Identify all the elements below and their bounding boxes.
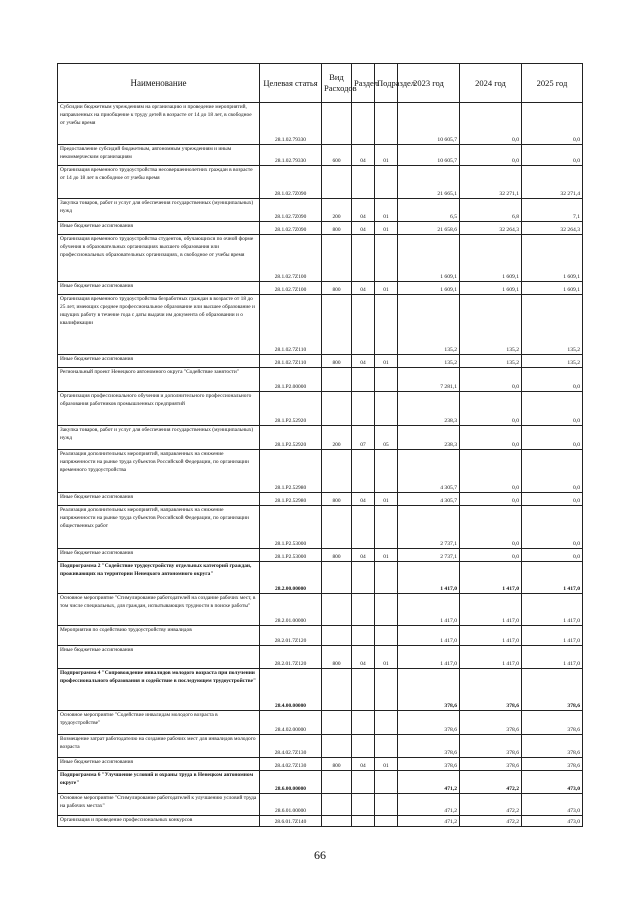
row-subsection xyxy=(375,626,398,646)
row-section xyxy=(352,368,375,392)
row-name: Подпрограмма 4 "Сопровождение инвалидов молодого возраста при получении профессионального образования и содействие в последующем трудоустройстве" xyxy=(58,669,260,711)
row-expense-type xyxy=(322,669,352,711)
row-amount-2024: 0,0 xyxy=(460,103,522,145)
row-amount-2024: 1 417,0 xyxy=(460,594,522,626)
row-amount-2024: 0,0 xyxy=(460,549,522,562)
row-target-article: 28.1.P2.52980 xyxy=(260,493,322,506)
row-name: Иные бюджетные ассигнования xyxy=(58,758,260,771)
row-expense-type: 200 xyxy=(322,426,352,450)
page-number: 66 xyxy=(314,848,326,862)
row-target-article: 28.1.P2.52920 xyxy=(260,426,322,450)
row-name: Возмещение затрат работодателю на создание рабочих мест для инвалидов молодого возраста xyxy=(58,735,260,758)
row-target-article: 28.1.P2.52920 xyxy=(260,392,322,426)
table-row xyxy=(58,626,583,646)
row-amount-2023: 1 609,1 xyxy=(398,282,460,295)
table-row xyxy=(58,222,583,235)
row-subsection xyxy=(375,392,398,426)
row-expense-type xyxy=(322,771,352,794)
row-expense-type xyxy=(322,506,352,549)
table-body xyxy=(58,103,583,827)
row-name: Мероприятия по содействию трудоустройству инвалидов xyxy=(58,626,260,646)
row-subsection xyxy=(375,794,398,816)
table-row xyxy=(58,506,583,549)
column-header-target: Целевая статья xyxy=(260,64,322,103)
row-section xyxy=(352,506,375,549)
row-expense-type xyxy=(322,735,352,758)
table-row xyxy=(58,758,583,771)
row-amount-2024: 378,6 xyxy=(460,758,522,771)
row-subsection xyxy=(375,594,398,626)
row-amount-2023: 1 417,0 xyxy=(398,646,460,669)
row-expense-type xyxy=(322,368,352,392)
row-subsection: 01 xyxy=(375,355,398,368)
row-amount-2023: 6,5 xyxy=(398,199,460,222)
row-expense-type xyxy=(322,626,352,646)
row-amount-2023: 4 305,7 xyxy=(398,493,460,506)
row-subsection: 05 xyxy=(375,426,398,450)
column-header-expense-type: Вид Расходов xyxy=(322,64,352,103)
table-header-row xyxy=(58,64,583,103)
row-amount-2023: 471,2 xyxy=(398,794,460,816)
row-amount-2024: 0,0 xyxy=(460,392,522,426)
row-section xyxy=(352,295,375,355)
row-amount-2024: 32 264,3 xyxy=(460,222,522,235)
table-row xyxy=(58,368,583,392)
row-amount-2025: 378,6 xyxy=(522,669,583,711)
row-expense-type: 800 xyxy=(322,222,352,235)
row-target-article: 28.1.02.7Z090 xyxy=(260,199,322,222)
row-name: Подпрограмма 6 "Улучшение условий и охраны труда в Ненецком автономном округе" xyxy=(58,771,260,794)
row-section xyxy=(352,235,375,282)
row-target-article: 28.1.02.79330 xyxy=(260,145,322,166)
row-amount-2025: 0,0 xyxy=(522,506,583,549)
row-amount-2025: 1 609,1 xyxy=(522,282,583,295)
row-amount-2023: 471,2 xyxy=(398,771,460,794)
row-amount-2025: 0,0 xyxy=(522,145,583,166)
table-row xyxy=(58,794,583,816)
row-section xyxy=(352,392,375,426)
column-header-name: Наименование xyxy=(58,64,260,103)
row-amount-2025: 0,0 xyxy=(522,392,583,426)
row-amount-2025: 135,2 xyxy=(522,355,583,368)
table-row xyxy=(58,562,583,594)
row-name: Организация временного трудоустройства студентов, обучающихся по очной форме обучения в образовательных организациях высшего образования или профессиональных образовательных организациях, в свободное от учебы время xyxy=(58,235,260,282)
row-name: Закупка товаров, работ и услуг для обеспечения государственных (муниципальных) нужд xyxy=(58,426,260,450)
row-section: 04 xyxy=(352,222,375,235)
row-amount-2024: 0,0 xyxy=(460,145,522,166)
row-amount-2023: 7 281,1 xyxy=(398,368,460,392)
row-name: Иные бюджетные ассигнования xyxy=(58,646,260,669)
row-name: Организация и проведение профессиональных конкурсов xyxy=(58,816,260,827)
row-target-article: 28.1.02.7Z110 xyxy=(260,295,322,355)
row-amount-2025: 1 417,0 xyxy=(522,646,583,669)
row-section: 04 xyxy=(352,199,375,222)
row-amount-2024: 1 609,1 xyxy=(460,282,522,295)
row-amount-2024: 472,2 xyxy=(460,771,522,794)
row-name: Субсидии бюджетным учреждениям на организацию и проведение мероприятий, направленных на приобщение к труду детей в возрасте от 14 до 18 лет, в свободное от учебы время xyxy=(58,103,260,145)
row-expense-type xyxy=(322,103,352,145)
row-name: Основное мероприятие "Стимулирование работодателей на создание рабочих мест, в том числе специальных, для граждан, испытывающих трудности в поиске работы" xyxy=(58,594,260,626)
row-amount-2024: 135,2 xyxy=(460,355,522,368)
budget-table xyxy=(57,63,583,827)
table-row xyxy=(58,816,583,827)
row-subsection xyxy=(375,735,398,758)
row-expense-type xyxy=(322,711,352,735)
row-subsection xyxy=(375,450,398,493)
row-subsection: 01 xyxy=(375,758,398,771)
row-section xyxy=(352,626,375,646)
row-expense-type: 200 xyxy=(322,199,352,222)
row-amount-2023: 1 609,1 xyxy=(398,235,460,282)
row-section xyxy=(352,562,375,594)
row-amount-2023: 135,2 xyxy=(398,355,460,368)
row-amount-2024: 0,0 xyxy=(460,493,522,506)
row-subsection xyxy=(375,295,398,355)
row-name: Закупка товаров, работ и услуг для обеспечения государственных (муниципальных) нужд xyxy=(58,199,260,222)
row-subsection: 01 xyxy=(375,199,398,222)
table-row xyxy=(58,549,583,562)
row-section: 04 xyxy=(352,145,375,166)
row-amount-2023: 1 417,0 xyxy=(398,626,460,646)
column-header-2024: 2024 год xyxy=(460,64,522,103)
row-amount-2023: 238,3 xyxy=(398,392,460,426)
row-section xyxy=(352,594,375,626)
row-amount-2023: 378,6 xyxy=(398,669,460,711)
row-expense-type xyxy=(322,816,352,827)
row-expense-type: 800 xyxy=(322,549,352,562)
table-row xyxy=(58,145,583,166)
table-row xyxy=(58,771,583,794)
row-name: Реализация дополнительных мероприятий, направленных на снижение напряженности на рынке труда субъектов Российской Федерации, по организации временного трудоустройства xyxy=(58,450,260,493)
row-amount-2025: 135,2 xyxy=(522,295,583,355)
row-section xyxy=(352,711,375,735)
row-amount-2024: 378,6 xyxy=(460,711,522,735)
row-subsection xyxy=(375,771,398,794)
row-subsection xyxy=(375,711,398,735)
row-name: Региональный проект Ненецкого автономного округа "Содействие занятости" xyxy=(58,368,260,392)
row-amount-2025: 473,0 xyxy=(522,794,583,816)
row-section: 04 xyxy=(352,646,375,669)
column-header-2023: 2023 год xyxy=(398,64,460,103)
row-target-article: 28.4.00.00000 xyxy=(260,669,322,711)
row-section xyxy=(352,816,375,827)
row-subsection: 01 xyxy=(375,222,398,235)
row-name: Иные бюджетные ассигнования xyxy=(58,222,260,235)
row-section xyxy=(352,166,375,199)
row-subsection xyxy=(375,506,398,549)
row-target-article: 28.1.02.79330 xyxy=(260,103,322,145)
row-name: Основное мероприятие "Содействие инвалидам молодого возраста в трудоустройстве" xyxy=(58,711,260,735)
row-name: Иные бюджетные ассигнования xyxy=(58,282,260,295)
row-amount-2024: 135,2 xyxy=(460,295,522,355)
row-amount-2025: 0,0 xyxy=(522,450,583,493)
table-row xyxy=(58,594,583,626)
row-name: Иные бюджетные ассигнования xyxy=(58,355,260,368)
row-amount-2023: 135,2 xyxy=(398,295,460,355)
row-amount-2023: 21 665,1 xyxy=(398,166,460,199)
row-subsection: 01 xyxy=(375,646,398,669)
row-target-article: 28.4.02.7Z130 xyxy=(260,758,322,771)
row-amount-2023: 2 737,1 xyxy=(398,506,460,549)
row-name: Организация временного трудоустройства несовершеннолетних граждан в возрасте от 14 до 18 лет в свободное от учебы время xyxy=(58,166,260,199)
table-row xyxy=(58,103,583,145)
table-row xyxy=(58,355,583,368)
row-subsection: 01 xyxy=(375,145,398,166)
row-amount-2025: 378,6 xyxy=(522,711,583,735)
row-subsection xyxy=(375,669,398,711)
row-target-article: 28.1.02.7Z090 xyxy=(260,222,322,235)
row-amount-2025: 1 609,1 xyxy=(522,235,583,282)
row-name: Подпрограмма 2 "Содействие трудоустройству отдельных категорий граждан, проживающих на территории Ненецкого автономного округа" xyxy=(58,562,260,594)
row-name: Иные бюджетные ассигнования xyxy=(58,549,260,562)
row-target-article: 28.1.P2.53000 xyxy=(260,506,322,549)
row-amount-2025: 0,0 xyxy=(522,493,583,506)
row-amount-2025: 473,0 xyxy=(522,816,583,827)
row-subsection xyxy=(375,562,398,594)
table-row xyxy=(58,669,583,711)
row-amount-2023: 1 417,0 xyxy=(398,594,460,626)
row-target-article: 28.4.02.7Z130 xyxy=(260,735,322,758)
row-section: 04 xyxy=(352,493,375,506)
row-expense-type xyxy=(322,450,352,493)
row-amount-2025: 0,0 xyxy=(522,103,583,145)
row-target-article: 28.1.P2.00000 xyxy=(260,368,322,392)
row-section xyxy=(352,735,375,758)
row-section: 04 xyxy=(352,758,375,771)
table-row xyxy=(58,450,583,493)
row-target-article: 28.2.01.00000 xyxy=(260,594,322,626)
row-amount-2025: 1 417,0 xyxy=(522,562,583,594)
row-amount-2025: 0,0 xyxy=(522,368,583,392)
row-subsection xyxy=(375,166,398,199)
row-section xyxy=(352,794,375,816)
row-subsection xyxy=(375,816,398,827)
row-amount-2023: 21 658,6 xyxy=(398,222,460,235)
row-amount-2023: 238,3 xyxy=(398,426,460,450)
row-name: Организация временного трудоустройства безработных граждан в возрасте от 18 до 25 лет, имеющих среднее профессиональное образование или высшее образование и ищущих работу в течение года с даты выдачи им документа об образовании и о квалификации xyxy=(58,295,260,355)
row-target-article: 28.1.02.7Z100 xyxy=(260,235,322,282)
row-section: 04 xyxy=(352,282,375,295)
row-name: Организация профессионального обучения и дополнительного профессионального образования работников промышленных предприятий xyxy=(58,392,260,426)
row-name: Реализация дополнительных мероприятий, направленных на снижение напряженности на рынке труда субъектов Российской Федерации, по организации общественных работ xyxy=(58,506,260,549)
row-amount-2024: 378,6 xyxy=(460,735,522,758)
row-amount-2024: 0,0 xyxy=(460,426,522,450)
row-name: Предоставление субсидий бюджетным, автономным учреждениям и иным некоммерческим организациям xyxy=(58,145,260,166)
row-target-article: 28.2.01.7Z120 xyxy=(260,646,322,669)
row-amount-2023: 2 737,1 xyxy=(398,549,460,562)
row-expense-type: 600 xyxy=(322,145,352,166)
row-amount-2025: 0,0 xyxy=(522,549,583,562)
row-amount-2025: 32 264,3 xyxy=(522,222,583,235)
table-row xyxy=(58,295,583,355)
table-row xyxy=(58,199,583,222)
row-target-article: 28.1.P2.52980 xyxy=(260,450,322,493)
row-amount-2025: 1 417,0 xyxy=(522,594,583,626)
row-expense-type xyxy=(322,392,352,426)
row-target-article: 28.2.00.00000 xyxy=(260,562,322,594)
row-section xyxy=(352,450,375,493)
row-name: Иные бюджетные ассигнования xyxy=(58,493,260,506)
row-expense-type xyxy=(322,562,352,594)
table-row xyxy=(58,426,583,450)
row-amount-2023: 10 605,7 xyxy=(398,145,460,166)
row-expense-type: 800 xyxy=(322,646,352,669)
row-amount-2025: 1 417,0 xyxy=(522,626,583,646)
row-target-article: 28.6.01.00000 xyxy=(260,794,322,816)
row-amount-2025: 32 271,4 xyxy=(522,166,583,199)
row-section: 04 xyxy=(352,549,375,562)
row-amount-2024: 32 271,1 xyxy=(460,166,522,199)
table-row xyxy=(58,646,583,669)
row-subsection xyxy=(375,368,398,392)
row-amount-2024: 6,8 xyxy=(460,199,522,222)
row-section xyxy=(352,771,375,794)
row-amount-2023: 378,6 xyxy=(398,758,460,771)
row-name: Основное мероприятие "Стимулирование работодателей к улучшению условий труда на рабочих местах" xyxy=(58,794,260,816)
table-row xyxy=(58,166,583,199)
row-section: 04 xyxy=(352,355,375,368)
row-amount-2024: 472,2 xyxy=(460,794,522,816)
row-section: 07 xyxy=(352,426,375,450)
table-row xyxy=(58,711,583,735)
row-expense-type xyxy=(322,166,352,199)
row-amount-2024: 378,6 xyxy=(460,669,522,711)
row-amount-2025: 0,0 xyxy=(522,426,583,450)
table-row xyxy=(58,392,583,426)
row-amount-2024: 0,0 xyxy=(460,368,522,392)
column-header-section: Раздел xyxy=(352,64,375,103)
row-expense-type xyxy=(322,794,352,816)
table-row xyxy=(58,235,583,282)
table-row xyxy=(58,493,583,506)
column-header-2025: 2025 год xyxy=(522,64,583,103)
row-section xyxy=(352,669,375,711)
row-amount-2023: 1 417,0 xyxy=(398,562,460,594)
row-target-article: 28.2.01.7Z120 xyxy=(260,626,322,646)
row-amount-2024: 0,0 xyxy=(460,506,522,549)
row-amount-2025: 378,6 xyxy=(522,735,583,758)
column-header-subsection: Подраздел xyxy=(375,64,398,103)
row-amount-2023: 378,6 xyxy=(398,711,460,735)
row-target-article: 28.1.02.7Z110 xyxy=(260,355,322,368)
row-amount-2024: 1 609,1 xyxy=(460,235,522,282)
row-expense-type: 800 xyxy=(322,355,352,368)
row-amount-2024: 1 417,0 xyxy=(460,646,522,669)
row-amount-2023: 471,2 xyxy=(398,816,460,827)
row-expense-type: 800 xyxy=(322,282,352,295)
row-amount-2024: 0,0 xyxy=(460,450,522,493)
row-subsection xyxy=(375,103,398,145)
row-subsection xyxy=(375,235,398,282)
table-row xyxy=(58,282,583,295)
row-expense-type: 800 xyxy=(322,493,352,506)
table-row xyxy=(58,735,583,758)
row-expense-type: 800 xyxy=(322,758,352,771)
row-amount-2023: 378,6 xyxy=(398,735,460,758)
row-subsection: 01 xyxy=(375,493,398,506)
row-expense-type xyxy=(322,235,352,282)
row-target-article: 28.1.P2.53000 xyxy=(260,549,322,562)
row-subsection: 01 xyxy=(375,282,398,295)
row-amount-2023: 4 305,7 xyxy=(398,450,460,493)
row-target-article: 28.1.02.7Z100 xyxy=(260,282,322,295)
row-subsection: 01 xyxy=(375,549,398,562)
row-amount-2024: 472,2 xyxy=(460,816,522,827)
row-target-article: 28.6.00.00000 xyxy=(260,771,322,794)
row-section xyxy=(352,103,375,145)
row-target-article: 28.4.02.00000 xyxy=(260,711,322,735)
row-amount-2023: 10 605,7 xyxy=(398,103,460,145)
row-amount-2024: 1 417,0 xyxy=(460,562,522,594)
row-target-article: 28.6.01.7Z140 xyxy=(260,816,322,827)
row-amount-2024: 1 417,0 xyxy=(460,626,522,646)
row-target-article: 28.1.02.7Z090 xyxy=(260,166,322,199)
row-amount-2025: 7,1 xyxy=(522,199,583,222)
row-amount-2025: 473,0 xyxy=(522,771,583,794)
row-expense-type xyxy=(322,295,352,355)
row-amount-2025: 378,6 xyxy=(522,758,583,771)
row-expense-type xyxy=(322,594,352,626)
